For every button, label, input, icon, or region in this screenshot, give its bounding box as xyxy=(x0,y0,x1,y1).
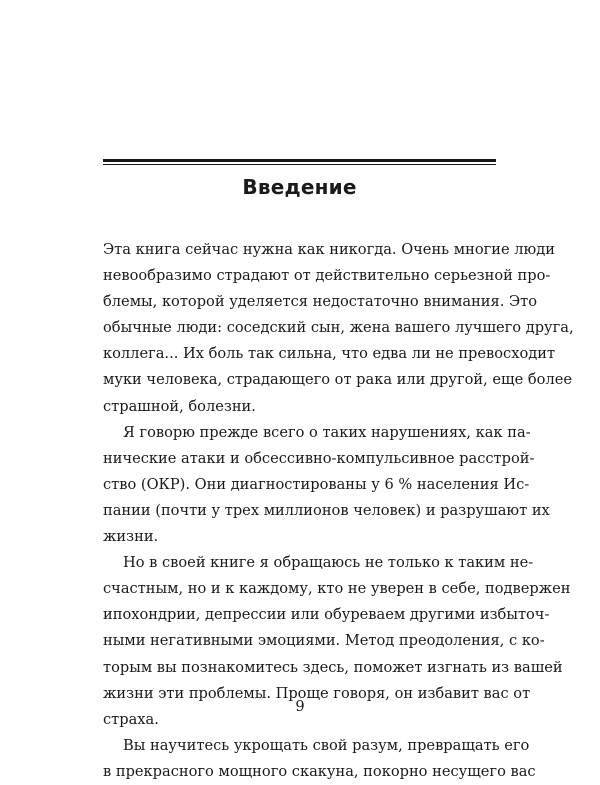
text-line: торым вы познакомитесь здесь, поможет изгнать из вашей xyxy=(103,658,563,676)
text-line: счастным, но и к каждому, кто не уверен в себе, подвержен xyxy=(103,580,571,598)
text-line: жизни эти проблемы. Проще говоря, он избавит вас от xyxy=(103,684,531,702)
text-line: Я говорю прежде всего о таких нарушениях, как па- xyxy=(123,423,531,441)
text-line: пании (почти у трех миллионов человек) и разрушают их xyxy=(103,501,550,519)
text-line: страха. xyxy=(103,710,159,728)
text-line: обычные люди: соседский сын, жена вашего лучшего друга, xyxy=(103,319,574,337)
text-line: ными негативными эмоциями. Метод преодоления, с ко- xyxy=(103,632,545,650)
text-line: ство (ОКР). Они диагностированы у 6 % населения Ис- xyxy=(103,475,530,493)
text-line: страшной, болезни. xyxy=(103,397,256,415)
text-line: Но в своей книге я обращаюсь не только к таким не- xyxy=(123,554,534,572)
header-rule-thin xyxy=(103,164,496,165)
text-line: коллега... Их боль так сильна, что едва ли не превосходит xyxy=(103,345,556,363)
text-line: муки человека, страдающего от рака или другой, еще более xyxy=(103,371,572,389)
text-line: жизни. xyxy=(103,528,159,546)
page-number: 9 xyxy=(295,698,305,715)
text-line: в прекрасного мощного скакуна, покорно несущего вас xyxy=(103,762,536,780)
text-line: Вы научитесь укрощать свой разум, превращать его xyxy=(123,736,530,754)
text-line: Эта книга сейчас нужна как никогда. Очень многие люди xyxy=(103,241,555,258)
header-rule-thick xyxy=(103,159,496,162)
text-line: нические атаки и обсессивно-компульсивное расстрой- xyxy=(103,449,535,467)
text-line: невообразимо страдают от действительно серьезной про- xyxy=(103,267,551,285)
chapter-title: Введение xyxy=(242,175,357,199)
text-line: блемы, которой уделяется недостаточно внимания. Это xyxy=(103,293,538,311)
text-line: ипохондрии, депрессии или обуреваем другими избыточ- xyxy=(103,606,550,624)
